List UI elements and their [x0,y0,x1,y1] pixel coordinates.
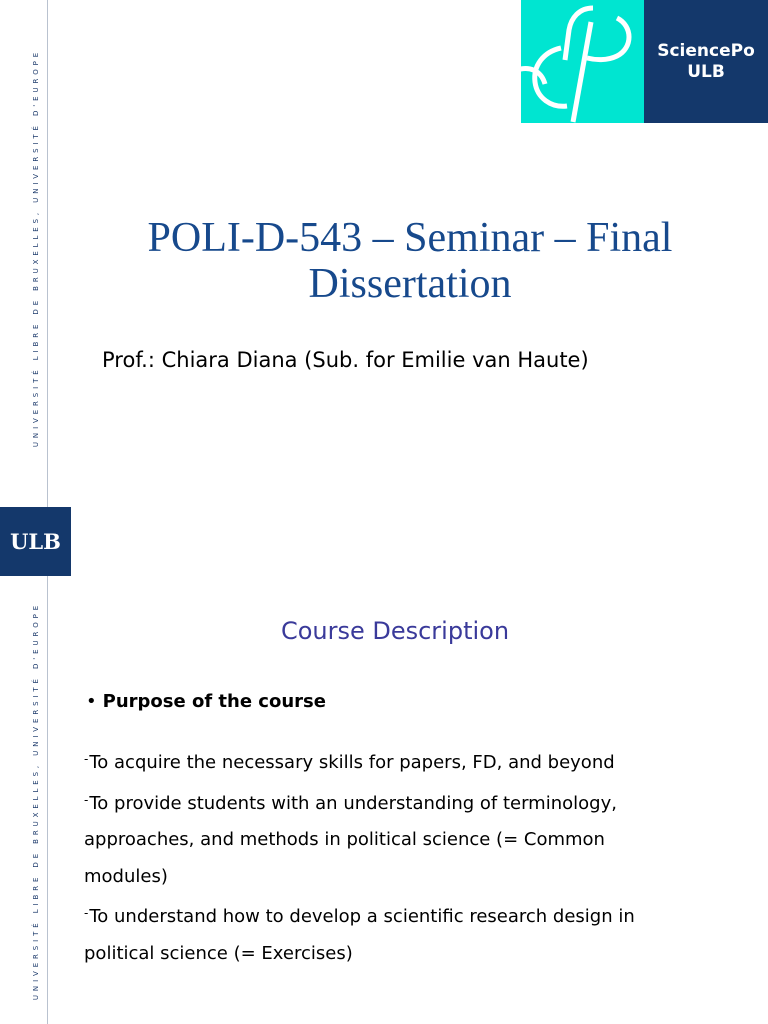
sciencespo-emblem-graphic [521,0,644,123]
logo-text-sciencespo: SciencePo [657,40,755,61]
slide-title: POLI-D-543 – Seminar – Final Dissertation [147,215,673,307]
list-item: -To acquire the necessary skills for papers, FD, and beyond [84,752,615,773]
sciencespo-emblem-icon [521,0,644,123]
vertical-university-text-top: UNIVERSITÉ LIBRE DE BRUXELLES, UNIVERSITÉ D'EUROPE [32,48,40,447]
university-side-strip [0,0,72,1024]
list-item-continuation: modules) [84,865,168,887]
purpose-list [84,741,764,972]
logo-text-ulb: ULB [687,61,725,82]
bullet-heading [86,691,326,712]
dash-marker: - [84,792,89,807]
sciencespo-ulb-logo [521,0,768,123]
section-heading: Course Description [280,617,510,645]
vertical-university-text-bottom: UNIVERSITÉ LIBRE DE BRUXELLES, UNIVERSITÉ D'EUROPE [32,601,40,1001]
bullet-heading-text: Purpose of the course [102,691,326,712]
sciencespo-logo-text-block [644,0,768,123]
bullet-marker: • [86,691,97,712]
list-item-continuation: approaches, and methods in political science (= Common [84,829,605,850]
dash-marker: - [84,752,89,766]
ulb-logo [0,507,71,576]
ulb-logo-text: ULB [10,529,61,554]
dash-marker: - [84,906,89,920]
professor-line: Prof.: Chiara Diana (Sub. for Emilie van Haute) [102,348,589,372]
list-item: -To understand how to develop a scientific research design in [84,906,635,927]
list-item-continuation: political science (= Exercises) [84,942,353,964]
list-item: -To provide students with an understanding of terminology, [84,792,617,814]
